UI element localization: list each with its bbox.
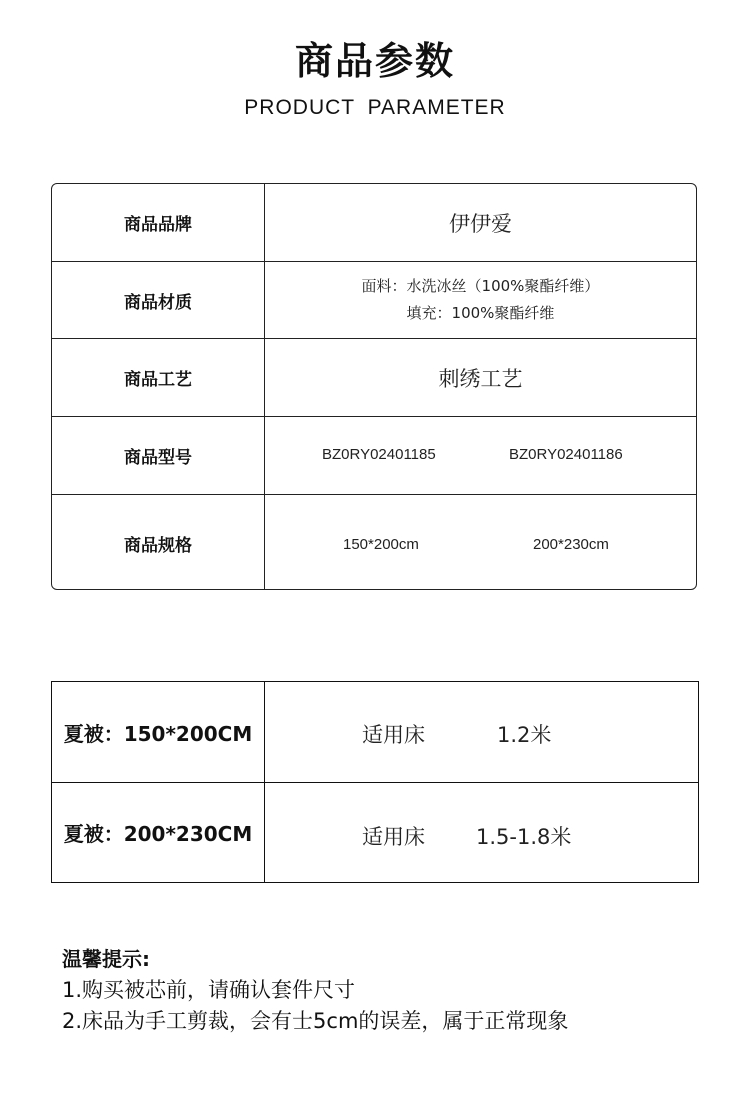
param-value-brand: 伊伊爱 [449, 211, 512, 236]
size-table [51, 681, 699, 883]
param-value-craft: 刺绣工艺 [438, 366, 523, 391]
param-label-craft: 商品工艺 [52, 339, 265, 416]
tips-line-2: 2.床品为手工剪裁，会有士5cm的误差，属于正常现象 [62, 1009, 569, 1033]
param-label-material: 商品材质 [52, 262, 265, 338]
size-label-2: 夏被：200*230CM [52, 783, 265, 882]
param-value-spec-2: 200*230cm [533, 536, 609, 553]
param-label-spec: 商品规格 [52, 495, 265, 590]
page-subtitle: PRODUCT PARAMETER [244, 96, 506, 119]
param-row-craft [52, 338, 696, 416]
bed-size-1: 1.2米 [497, 723, 552, 747]
param-value-model-2: BZ0RY02401186 [509, 446, 623, 463]
parameter-table [51, 183, 697, 590]
size-row-1 [52, 682, 698, 782]
tips-section [62, 944, 702, 1037]
param-value-craft-cell [265, 339, 696, 416]
param-value-material-filling: 填充：100%聚酯纤维 [406, 304, 555, 322]
page-title: 商品参数 [294, 39, 455, 83]
bed-size-2: 1.5-1.8米 [476, 825, 572, 849]
param-value-material-cell [265, 262, 696, 338]
bed-label-2: 适用床 [362, 825, 425, 849]
param-row-material [52, 261, 696, 338]
size-label-1: 夏被：150*200CM [52, 682, 265, 782]
param-value-model-1: BZ0RY02401185 [322, 446, 436, 463]
param-row-brand [52, 184, 696, 261]
param-row-spec [52, 494, 696, 590]
bed-label-1: 适用床 [362, 723, 425, 747]
param-label-model: 商品型号 [52, 417, 265, 494]
tips-line-1: 1.购买被芯前，请确认套件尺寸 [62, 978, 356, 1002]
tips-title: 温馨提示: [62, 947, 150, 971]
param-value-material-fabric: 面料：水洗冰丝（100%聚酯纤维） [361, 277, 600, 295]
param-value-brand-cell [265, 184, 696, 261]
param-label-brand: 商品品牌 [52, 184, 265, 261]
param-value-spec-1: 150*200cm [343, 536, 419, 553]
size-row-2 [52, 782, 698, 882]
param-row-model [52, 416, 696, 494]
